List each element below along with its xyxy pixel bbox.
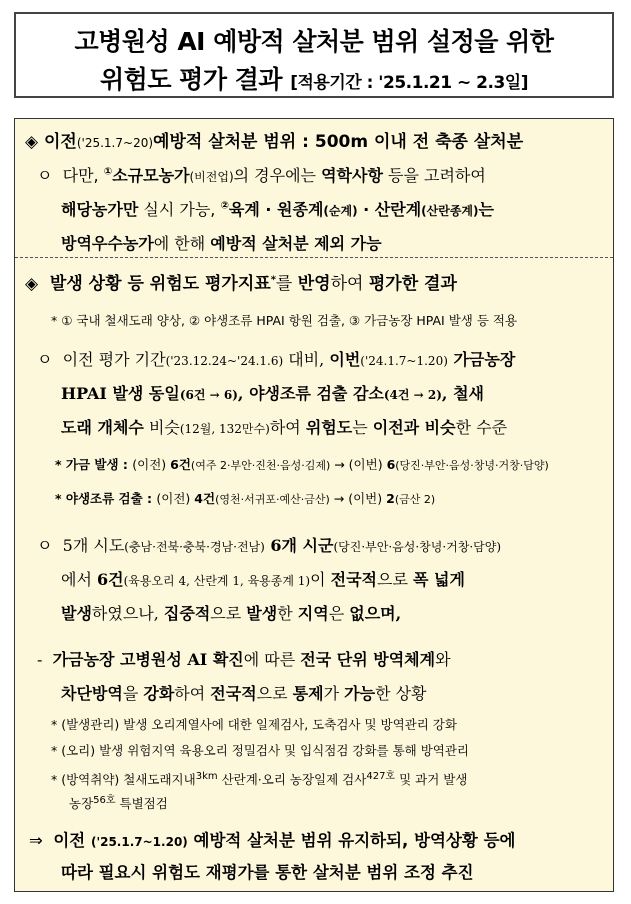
dash-marker: - [37,650,43,669]
s2-h-f: 하여 [330,274,369,294]
p1-l3-f: 는 [352,418,373,437]
d-l2-g: 통제 [292,684,324,703]
p1-l3-a: 도래 개체수 [61,418,144,437]
s2-h-a: 발생 상황 등 위험도 [49,274,205,294]
s1-l2-d: 육계 · 원종계 [228,200,324,219]
bullet-marker: ㅇ [37,350,53,369]
p1-l1-e: ('24.1.7~1.20) [360,354,448,368]
p2-l2-d: 이 [310,570,331,589]
c-l1-c: 예방적 살처분 범위 [187,831,339,850]
s1-l2-c: ② [220,200,229,212]
d-l2-d: 하여 [174,684,211,703]
section1-heading-a: 이전 [44,132,77,152]
d-l2-a: 차단방역 [61,684,123,703]
m3-c: 산란계·오리 농장일제 검사 [217,772,367,788]
s1-l1-g: 등을 고려하여 [382,166,486,185]
dash-line2 [61,681,427,704]
measure-note-3-cont [69,791,168,812]
p2-l3-b: 하였으나, [91,604,164,623]
c-l1-b: ('25.1.7~1.20) [90,835,188,849]
d-l2-i: 가능 [344,684,376,703]
m3-d: 427호 [366,771,396,782]
d-l2-b: 을 [122,684,144,703]
section1-heading-c: 예방적 살처분 범위 : 500m 이내 전 축종 살처분 [153,132,524,152]
n2-g: (금산 2) [394,493,436,506]
section1-heading [25,127,523,152]
measure-note-2: * (오리) 발생 위험지역 육용오리 정밀검사 및 입식점검 강화를 통해 방역관리 [51,743,469,758]
n1-g: (당진·부안·음성·창녕·거창·담양) [395,459,549,472]
n1-b: (이전) [132,457,171,472]
p1-l3-e: 위험도 [305,418,353,437]
c-l1-f: 방역상황 등에 [414,831,516,850]
bullet-marker: ㅇ [37,536,53,555]
p2-l3-e: 발생 [246,604,278,623]
m3-e: 및 과거 발생 [395,772,468,788]
s1-l2-h: 는 [478,200,494,219]
p2-l1-b: (충남·전북·충북·경남·전남) [124,540,265,554]
p1-l3-c: (12월, 132만수) [179,422,270,436]
measure-note-3 [51,767,467,788]
p1-l2-b: (6건 → 6) [179,388,238,402]
d-l2-f: 으로 [256,684,293,703]
section1-bullet-line1 [37,163,486,186]
p1-l2-c: , 야생조류 검출 감소 [237,384,384,403]
doc-title-period: [적용기간 : '25.1.21 ~ 2.3일] [290,73,528,93]
n1-e: → (이번) [330,457,387,472]
p2-line2 [61,567,465,590]
p1-l1-a: 이전 평가 기간 [62,350,166,369]
s2-h-b: 평가지표 [204,274,271,294]
c-l1-d: 유지 [338,831,371,850]
d-l1-b: 에 따른 [243,650,301,669]
p2-l3-g: 지역 [297,604,329,623]
p2-line1 [37,533,501,556]
s2-h-g: 평가한 결과 [368,274,457,294]
m3-g: 56호 [93,795,116,806]
doc-title-line2 [16,60,612,96]
p2-l3-d: 으로 [210,604,247,623]
m3-f: 농장 [69,796,94,812]
p2-l2-e: 전국적 [330,570,377,589]
diamond-marker: ◈ [25,274,39,294]
p2-l2-b: 6건 [97,570,124,589]
p2-l2-g: 폭 넓게 [413,570,465,589]
p1-l2-a: HPAI 발생 동일 [61,384,180,403]
p2-l3-a: 발생 [61,604,92,623]
n2-c: 4건 [194,491,216,506]
s1-l1-a: 다만, [62,166,104,185]
conclusion-line2: 따라 필요시 위험도 재평가를 통한 살처분 범위 조정 추진 [61,863,474,882]
title-box [14,12,614,98]
n2-a: * 야생조류 검출 : [55,491,157,506]
s2-h-e: 반영 [297,274,331,294]
m3-a: * (방역취약) 철새도래지내 [51,772,196,788]
d-l2-j: 한 상황 [375,684,427,703]
c-l1-a: 이전 [53,831,91,850]
doc-title-main: 위험도 평가 결과 [100,65,282,94]
wild-bird-note [55,489,435,507]
d-l2-e: 전국적 [210,684,257,703]
p1-line2 [61,381,484,404]
conclusion-line1 [29,827,515,851]
s1-l1-f: 역학사항 [321,166,383,185]
p1-l2-e: , 철새 [441,384,484,403]
p1-l2-d: (4건 → 2) [383,388,442,402]
p2-l1-c: 6개 시군 [264,536,334,555]
poultry-outbreak-note [55,455,549,473]
section1-bullet-line3 [61,231,382,254]
p1-l3-g: 이전과 비슷 [372,418,456,437]
d-l1-d: 와 [435,650,451,669]
p2-l1-d: (당진·부안·음성·창녕·거창·담양) [333,540,502,554]
p1-l1-b: ('23.12.24~'24.1.6) [165,354,284,368]
s1-l2-e: (순계) [323,204,358,218]
p2-l3-i: 없으며, [349,604,402,623]
bullet-marker: ㅇ [37,166,53,185]
section1-bullet-line2 [61,197,494,220]
p1-l1-d: 이번 [329,350,361,369]
n1-a: * 가금 발생 : [55,457,133,472]
indicator-footnote: * ① 국내 철새도래 양상, ② 야생조류 HPAI 항원 검출, ③ 가금농장 HPAI 발생 등 적용 [51,313,518,328]
p2-l2-a: 에서 [61,570,97,589]
n2-e: → (이번) [329,491,387,506]
m3-b: 3km [195,771,218,782]
n1-f: 6 [386,457,396,472]
diamond-marker: ◈ [25,132,39,152]
s2-h-c: * [270,274,276,286]
n2-d: (영천·서귀포·예산·금산) [215,493,330,506]
d-l1-a: 가금농장 고병원성 AI 확진 [52,650,244,669]
n2-f: 2 [386,491,395,506]
p2-l1-a: 5개 시도 [62,536,125,555]
s1-l2-g: (산란종계) [421,204,479,218]
s1-l3-c: 예방적 살처분 제외 가능 [210,234,382,253]
n2-b: (이전) [156,491,195,506]
d-l2-c: 강화 [143,684,175,703]
doc-title-line1: 고병원성 AI 예방적 살처분 범위 설정을 위한 [74,27,554,56]
p2-l3-f: 한 [277,604,298,623]
s1-l1-e: 의 경우에는 [233,166,322,185]
c-l1-e: 하되, [370,831,415,850]
s1-l1-c: 소규모농가 [112,166,190,185]
s1-l3-a: 방역우수농가 [61,234,154,253]
p2-l3-c: 집중적 [163,604,211,623]
section2-heading [25,269,457,294]
p1-l3-b: 비슷 [143,418,180,437]
measure-note-1: * (발생관리) 발생 오리계열사에 대한 일제검사, 도축검사 및 방역관리 강화 [51,717,457,732]
p1-l3-d: 하여 [269,418,306,437]
s1-l3-b: 에 한해 [153,234,211,253]
p2-l3-h: 은 [328,604,350,623]
s1-l2-f: · 산란계 [357,200,422,219]
section-divider [15,257,613,258]
dash-line1 [37,647,451,670]
s1-l2-a: 해당농가만 [61,200,139,219]
p1-l1-f: 가금농장 [447,350,516,369]
p1-l1-c: 대비, [283,350,330,369]
n1-c: 6건 [170,457,191,472]
section1-heading-date: ('25.1.7~20) [76,136,154,150]
s1-l1-b: ① [103,166,113,178]
m3-h: 특별점검 [115,796,168,812]
s1-l1-d: (비전업) [189,170,234,184]
s1-l2-b: 실시 가능, [138,200,221,219]
arrow-icon: ⇒ [29,831,43,850]
p1-line3 [61,415,507,438]
n1-d: (여주 2·부안·진천·음성·김제) [190,459,331,472]
p1-l3-h: 한 수준 [455,418,508,437]
d-l2-h: 가 [323,684,345,703]
p2-l2-c: (육용오리 4, 산란계 1, 육용종계 1) [123,574,311,588]
content-panel [14,118,614,892]
p1-line1 [37,347,515,370]
p2-line3 [61,601,401,624]
p2-l2-f: 으로 [377,570,413,589]
d-l1-c: 전국 단위 방역체계 [300,650,436,669]
s2-h-d: 를 [275,274,298,294]
